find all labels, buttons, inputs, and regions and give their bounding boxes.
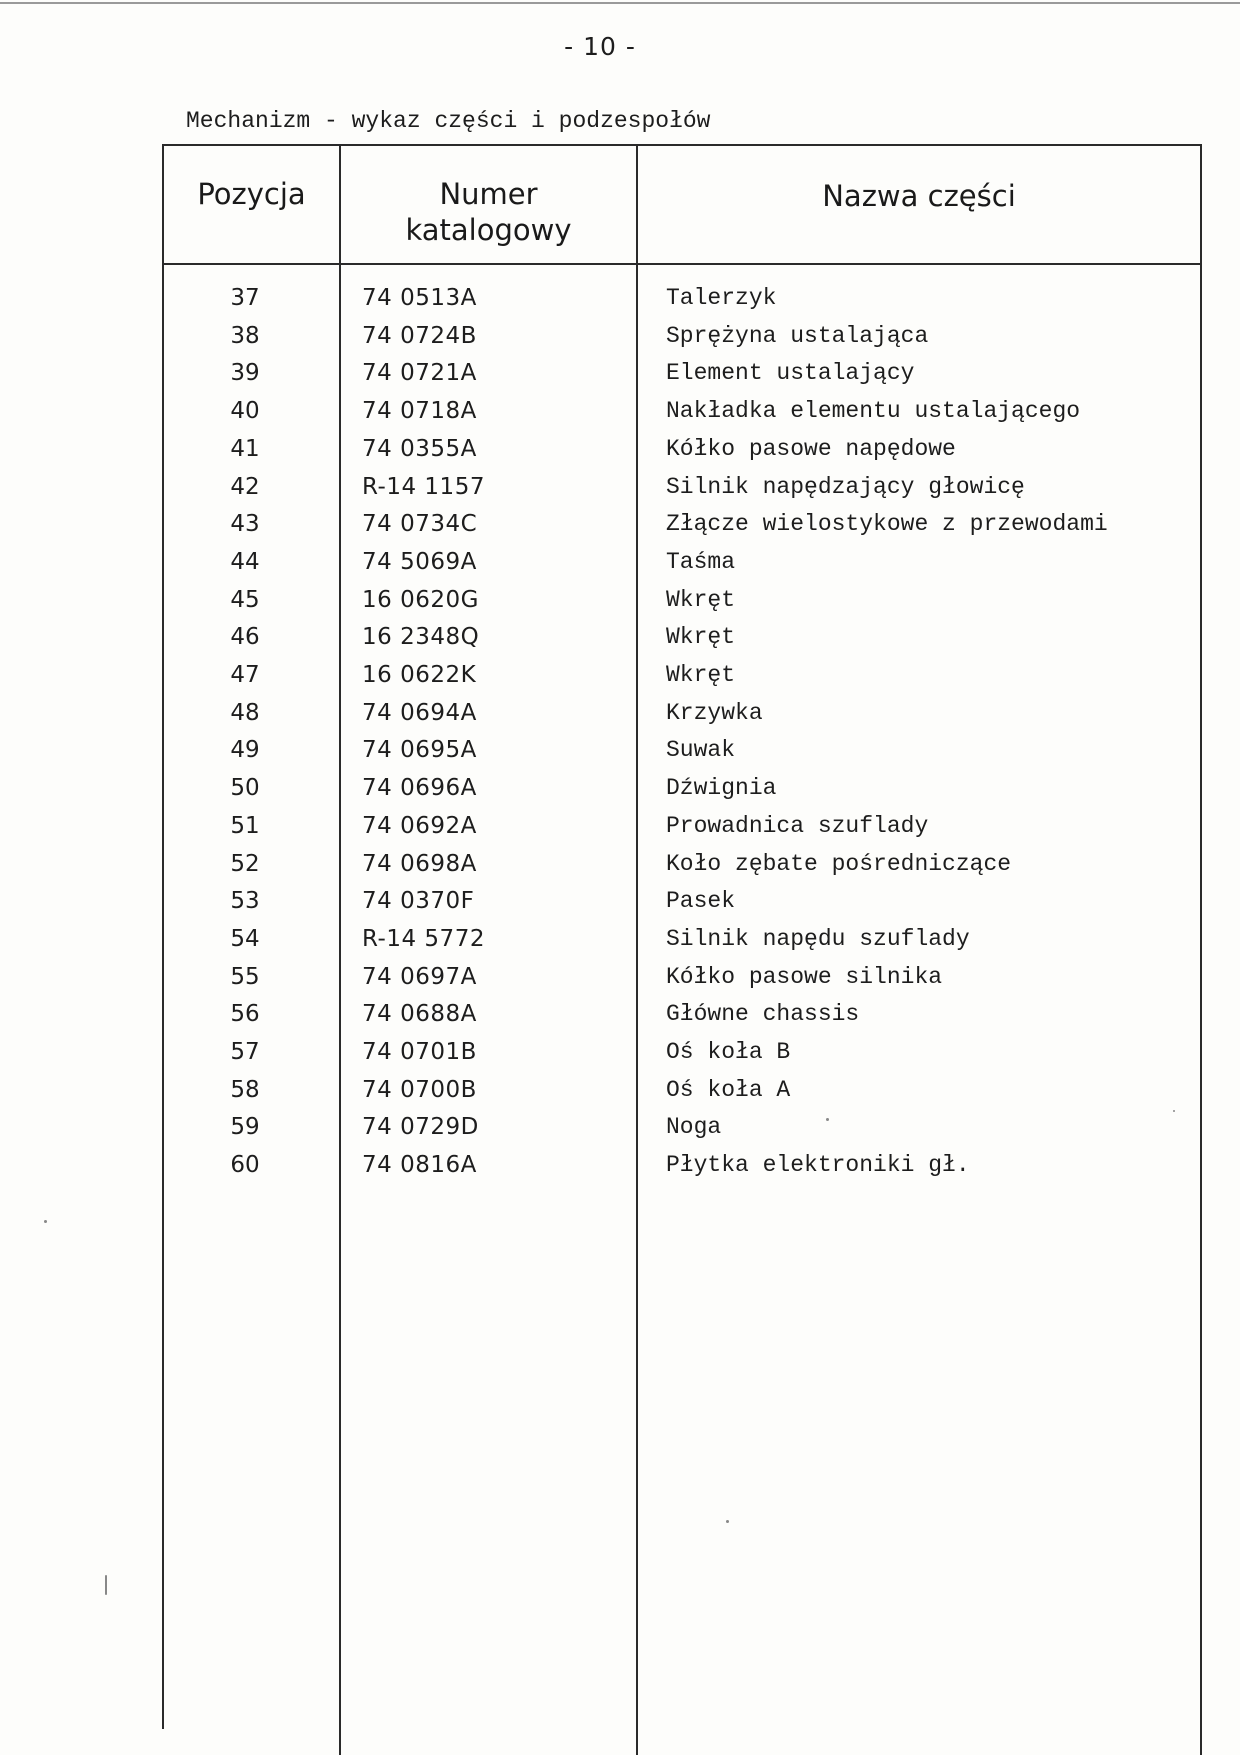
position-cell: 45 — [230, 586, 260, 613]
header-catalog-line2: katalogowy — [405, 213, 572, 247]
part-name-cell: Noga — [666, 1114, 722, 1141]
table-row — [0, 1072, 1240, 1109]
catalog-number-cell: 16 2348Q — [362, 624, 480, 651]
part-name-cell: Prowadnica szuflady — [666, 812, 929, 839]
table-row — [0, 808, 1240, 845]
header-bottom-border — [162, 263, 1202, 265]
table-row — [0, 883, 1240, 920]
part-name-cell: Złącze wielostykowe z przewodami — [666, 511, 1108, 538]
catalog-number-cell: 74 5069A — [362, 548, 477, 575]
table-row — [0, 506, 1240, 543]
part-name-cell: Dźwignia — [666, 775, 777, 802]
catalog-number-cell: R-14 1157 — [362, 473, 485, 500]
part-name-cell: Sprężyna ustalająca — [666, 322, 929, 349]
part-name-cell: Oś koła A — [666, 1076, 791, 1103]
catalog-number-cell: 74 0718A — [362, 398, 477, 425]
scan-speck — [826, 1118, 829, 1121]
position-cell: 48 — [230, 699, 260, 726]
position-cell: 46 — [230, 624, 260, 651]
table-row — [0, 921, 1240, 958]
position-cell: 39 — [230, 360, 260, 387]
part-name-cell: Element ustalający — [666, 360, 915, 387]
table-row — [0, 770, 1240, 807]
catalog-number-cell: 74 0816A — [362, 1152, 477, 1179]
position-cell: 54 — [230, 925, 260, 952]
table-row — [0, 1109, 1240, 1146]
position-cell: 56 — [230, 1001, 260, 1028]
table-row — [0, 846, 1240, 883]
catalog-number-cell: 74 0513A — [362, 285, 477, 311]
table-row — [0, 355, 1240, 392]
catalog-number-cell: 16 0622K — [362, 662, 477, 688]
page-top-edge — [0, 2, 1240, 4]
table-row — [0, 393, 1240, 430]
catalog-number-cell: 74 0734C — [362, 511, 478, 538]
position-cell: 49 — [230, 737, 260, 764]
table-row — [0, 959, 1240, 996]
header-part-name: Nazwa części — [822, 179, 1016, 213]
position-cell: 38 — [230, 322, 260, 349]
catalog-number-cell: 74 0370F — [362, 888, 475, 915]
table-row — [0, 469, 1240, 506]
position-cell: 37 — [230, 285, 260, 311]
position-cell: 47 — [230, 662, 260, 688]
part-name-cell: Kółko pasowe silnika — [666, 963, 943, 990]
part-name-cell: Główne chassis — [666, 1001, 860, 1028]
part-name-cell: Wkręt — [666, 624, 736, 651]
part-name-cell: Pasek — [666, 888, 736, 915]
header-catalog-number — [341, 176, 636, 248]
document-title: Mechanizm - wykaz części i podzespołów — [186, 108, 711, 134]
scan-speck — [1173, 1110, 1175, 1112]
catalog-number-cell: 74 0697A — [362, 963, 477, 990]
scan-speck — [44, 1220, 47, 1223]
part-name-cell: Silnik napędu szuflady — [666, 925, 970, 952]
position-cell: 58 — [230, 1076, 260, 1103]
catalog-number-cell: R-14 5772 — [362, 925, 485, 952]
catalog-number-cell: 74 0724B — [362, 322, 477, 349]
part-name-cell: Wkręt — [666, 662, 736, 688]
part-name-cell: Kółko pasowe napędowe — [666, 435, 956, 462]
page-number: - 10 - — [564, 32, 636, 61]
position-cell: 57 — [230, 1039, 260, 1065]
table-row — [0, 732, 1240, 769]
position-cell: 41 — [230, 435, 260, 462]
table-row — [0, 431, 1240, 468]
catalog-number-cell: 74 0695A — [362, 737, 477, 764]
position-cell: 55 — [230, 963, 260, 990]
position-cell: 50 — [230, 775, 260, 802]
position-cell: 43 — [230, 511, 260, 538]
position-cell: 40 — [230, 398, 260, 425]
table-row — [0, 582, 1240, 619]
catalog-number-cell: 74 0696A — [362, 775, 477, 802]
table-row — [0, 619, 1240, 656]
part-name-cell: Wkręt — [666, 586, 736, 613]
catalog-number-cell: 74 0355A — [362, 435, 477, 462]
table-row — [0, 280, 1240, 317]
position-cell: 44 — [230, 548, 260, 575]
table-row — [0, 1034, 1240, 1071]
position-cell: 60 — [230, 1152, 260, 1179]
catalog-number-cell: 16 0620G — [362, 586, 479, 613]
header-catalog-line1: Numer — [439, 177, 538, 211]
position-cell: 59 — [230, 1114, 260, 1141]
catalog-number-cell: 74 0688A — [362, 1001, 477, 1028]
table-row — [0, 1147, 1240, 1184]
part-name-cell: Nakładka elementu ustalającego — [666, 398, 1081, 425]
header-position: Pozycja — [197, 177, 306, 211]
part-name-cell: Suwak — [666, 737, 736, 764]
table-top-border — [162, 144, 1202, 146]
position-cell: 53 — [230, 888, 260, 915]
catalog-number-cell: 74 0701B — [362, 1039, 477, 1065]
position-cell: 42 — [230, 473, 260, 500]
catalog-number-cell: 74 0721A — [362, 360, 477, 387]
part-name-cell: Oś koła B — [666, 1039, 791, 1065]
catalog-number-cell: 74 0692A — [362, 812, 477, 839]
part-name-cell: Krzywka — [666, 699, 763, 726]
scan-speck — [726, 1520, 729, 1523]
scan-speck — [105, 1575, 107, 1595]
table-row — [0, 318, 1240, 355]
catalog-number-cell: 74 0698A — [362, 850, 477, 877]
table-row — [0, 544, 1240, 581]
catalog-number-cell: 74 0729D — [362, 1114, 479, 1141]
part-name-cell: Talerzyk — [666, 285, 777, 311]
part-name-cell: Taśma — [666, 548, 736, 575]
part-name-cell: Koło zębate pośredniczące — [666, 850, 1012, 877]
catalog-number-cell: 74 0700B — [362, 1076, 477, 1103]
part-name-cell: Silnik napędzający głowicę — [666, 473, 1025, 500]
table-row — [0, 695, 1240, 732]
catalog-number-cell: 74 0694A — [362, 699, 477, 726]
position-cell: 52 — [230, 850, 260, 877]
position-cell: 51 — [230, 812, 260, 839]
table-row — [0, 996, 1240, 1033]
part-name-cell: Płytka elektroniki gł. — [666, 1152, 970, 1179]
table-row — [0, 657, 1240, 694]
